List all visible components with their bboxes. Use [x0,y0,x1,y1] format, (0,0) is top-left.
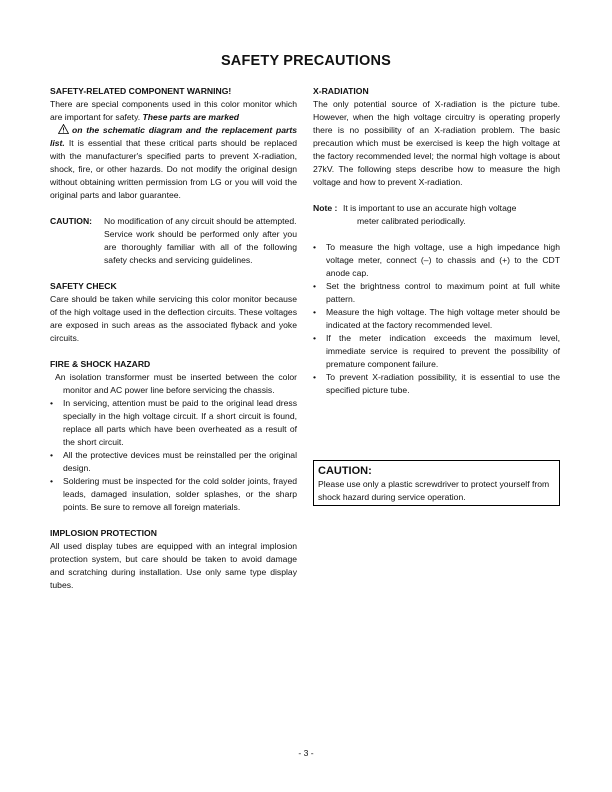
safety-check-section [50,280,297,345]
caution-line-2: Service work should be performed only after you are thoroughly familiar with all of the following safety checks and servicing guidelines. [104,229,297,265]
caution-block [50,215,297,267]
list-item: • Set the brightness control to maximum point at full white pattern. [313,280,560,306]
right-column [313,85,560,397]
xradiation-heading: X-RADIATION [313,86,369,96]
left-column [50,85,297,605]
fire-shock-list [50,397,297,514]
xradiation-text: The only potential source of X-radiation is the picture tube. However, when the high voltage circuitry is operating properly there is no possibility of an X-radiation problem. The basic precaution which must be exercised is keep the high voltage at the factory recommended level; the normal high voltage is about 27kV. The following steps describe how to measure the high voltage and how to prevent X-radiation. [313,99,560,187]
caution-box-text: Please use only a plastic screwdriver to protect yourself from shock hazard during service operation. [318,479,550,502]
note-line-2: meter calibrated periodically. [357,216,466,226]
safety-check-heading: SAFETY CHECK [50,281,117,291]
caution-label: CAUTION: [50,216,93,226]
fire-shock-intro: An isolation transformer must be inserted between the color monitor and AC power line before servicing the chassis. [55,372,297,395]
list-item: • Measure the high voltage. The high voltage meter should be indicated at the factory recommended level. [313,306,560,332]
page-number: - 3 - [298,748,314,758]
component-warning-heading: SAFETY-RELATED COMPONENT WARNING! [50,86,232,96]
fire-shock-heading: FIRE & SHOCK HAZARD [50,359,151,369]
warning-triangle-icon [58,124,69,134]
list-item: • All the protective devices must be reinstalled per the original design. [50,449,297,475]
xradiation-section [313,85,560,189]
xradiation-steps-list [313,241,560,397]
list-item: • Soldering must be inspected for the cold solder joints, frayed leads, damaged insulation, solder splashes, or the sharp points. Be sure to remove all foreign materials. [50,475,297,514]
note-line-1: It is important to use an accurate high voltage [343,203,517,213]
list-item: • To prevent X-radiation possibility, it is essential to use the specified picture tube. [313,371,560,397]
page-title: SAFETY PRECAUTIONS [220,53,392,69]
component-warning-text: There are special components used in this color monitor which are important for safety. These parts are marked on the schematic diagram and the replacement parts list. It is essential that these critical parts should be replaced with the manufacturer's specified parts to prevent X-radiation, shock, fire, or other hazards. Do not modify the original design without obtaining written permission from LG or you will void the original parts and labor guarantee. [50,99,297,200]
implosion-section [50,527,297,592]
safety-check-text: Care should be taken while servicing this color monitor because of the high voltage used in the deflection circuits. These voltages are exposed in such areas as the associated flyback and yoke circuits. [50,294,297,343]
implosion-heading: IMPLOSION PROTECTION [50,528,157,538]
caution-line-1: No modification of any circuit should be attempted. [104,216,297,226]
implosion-text: All used display tubes are equipped with an integral implosion protection system, but care should be taken to avoid damage and scratching during installation. Use only same type display tubes. [50,541,297,590]
caution-box-title: CAUTION: [318,465,372,477]
fire-shock-section [50,358,297,514]
component-warning-section [50,85,297,202]
caution-box [313,460,560,506]
list-item: • If the meter indication exceeds the maximum level, immediate service is required to prevent the possibility of premature component failure. [313,332,560,371]
list-item: • To measure the high voltage, use a high impedance high voltage meter, connect (–) to chassis and (+) to the CDT anode cap. [313,241,560,280]
note-block [313,202,560,228]
list-item: • In servicing, attention must be paid to the original lead dress specially in the high voltage circuit. If a short circuit is found, replace all parts which have been overheated as a result of the short circuit. [50,397,297,449]
note-label: Note : [313,203,338,213]
